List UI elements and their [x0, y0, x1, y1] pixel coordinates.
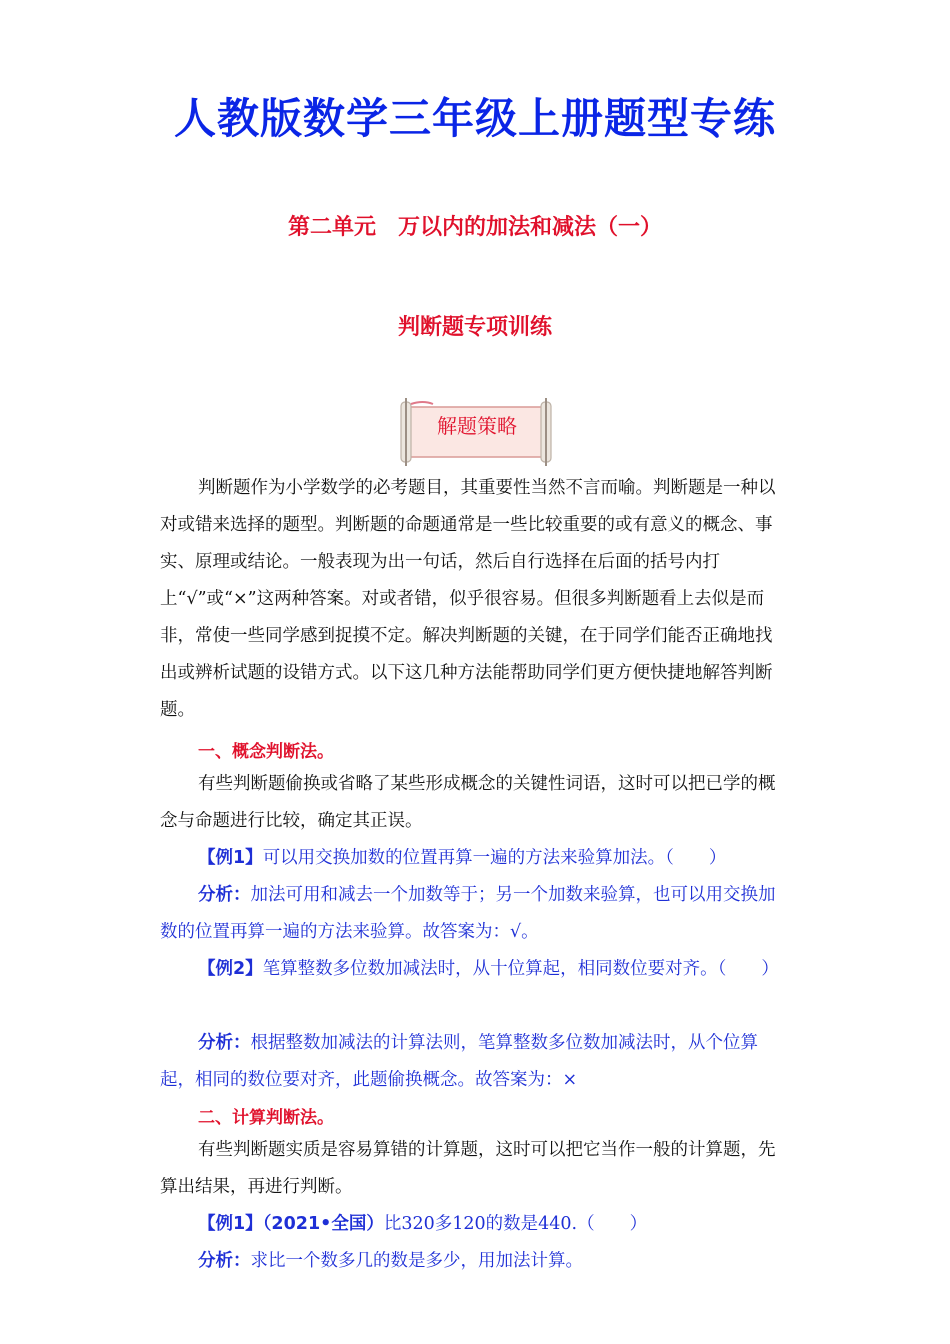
strategy-label: 解题策略: [437, 414, 517, 438]
analysis-text: 求比一个数多几的数是多少，用加法计算。: [250, 1251, 583, 1271]
method1-example1: [160, 840, 780, 877]
method1-description: 有些判断题偷换或省略了某些形成概念的关键性词语，这时可以把已学的概念与命题进行比较，确定其正误。: [160, 774, 776, 831]
example-text: 可以用交换加数的位置再算一遍的方法来验算加法。（ ）: [262, 848, 727, 868]
example-label: 【例1】: [198, 848, 263, 868]
method2-description: 有些判断题实质是容易算错的计算题，这时可以把它当作一般的计算题，先算出结果，再进行判断。: [160, 1140, 776, 1197]
method2-heading: 二、计算判断法。: [198, 1108, 334, 1128]
unit-subtitle: 第二单元 万以内的加法和减法（一）: [287, 215, 662, 240]
section-title: 判断题专项训练: [397, 315, 552, 340]
strategy-banner: [393, 398, 558, 468]
method1-heading: 一、概念判断法。: [198, 742, 334, 762]
analysis-text: 加法可用和减去一个加数等于；另一个加数来验算，也可以用交换加数的位置再算一遍的方法来验算。故答案为：√。: [160, 885, 776, 942]
page-title: 人教版数学三年级上册题型专练: [173, 94, 776, 143]
analysis-label: 分析：: [198, 1251, 251, 1271]
analysis-label: 分析：: [198, 885, 251, 905]
analysis-label: 分析：: [198, 1033, 251, 1053]
example-label: 【例1】（2021•全国）: [198, 1214, 384, 1234]
method2-example1-analysis: [160, 1243, 780, 1280]
method1-example2-analysis: [160, 1025, 780, 1099]
example-text: 比320多120的数是440.（ ）: [383, 1214, 648, 1234]
example-text: 笔算整数多位数加减法时，从十位算起，相同数位要对齐。（ ）: [262, 959, 779, 979]
method2-example1: [160, 1206, 780, 1243]
method1-example2: [160, 951, 780, 988]
analysis-text: 根据整数加减法的计算法则，笔算整数多位数加减法时，从个位算起，相同的数位要对齐，此题偷换概念。故答案为：×: [160, 1033, 758, 1090]
example-label: 【例2】: [198, 959, 263, 979]
method1-example1-analysis: [160, 877, 780, 951]
intro-paragraph: 判断题作为小学数学的必考题目，其重要性当然不言而喻。判断题是一种以对或错来选择的题型。判断题的命题通常是一些比较重要的或有意义的概念、事实、原理或结论。一般表现为出一句话，然后自行选择在后面的括号内打上“√”或“×”这两种答案。对或者错，似乎很容易。但很多判断题看上去似是而非，常使一些同学感到捉摸不定。解决判断题的关键，在于同学们能否正确地找出或辨析试题的设错方式。以下这几种方法能帮助同学们更方便快捷地解答判断题。: [160, 478, 776, 720]
